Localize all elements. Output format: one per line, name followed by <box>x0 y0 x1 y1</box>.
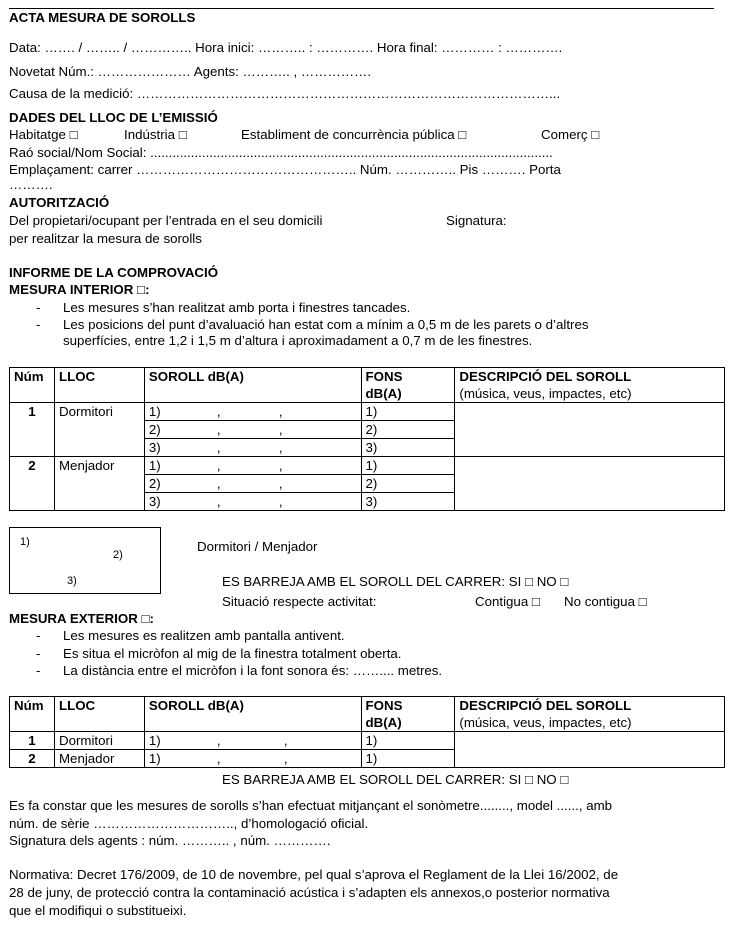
comma: , <box>278 404 283 419</box>
bullet-mark: - <box>36 628 41 643</box>
comma: , <box>216 751 221 766</box>
option-industria: Indústria □ <box>124 127 187 142</box>
option-contigua[interactable]: Contigua □ <box>475 594 540 609</box>
comma: , <box>283 751 288 766</box>
measure-label: 2) <box>148 476 161 491</box>
table-header-row <box>10 697 725 732</box>
header-descripcio <box>455 697 725 732</box>
header-fons-2: dB(A) <box>365 386 402 401</box>
header-lloc: LLOC <box>54 368 144 403</box>
position-3: 3) <box>67 575 77 587</box>
option-habitatge: Habitatge □ <box>9 127 78 142</box>
header-fons-1: FONS <box>365 698 403 713</box>
header-soroll: SOROLL dB(A) <box>144 697 361 732</box>
header-desc-2: (música, veus, impactes, etc) <box>459 386 632 401</box>
table-row <box>10 457 725 475</box>
row-lloc: Menjador <box>54 750 144 768</box>
measure-label: 1) <box>148 404 161 419</box>
option-no-contigua[interactable]: No contigua □ <box>564 594 647 609</box>
measure-label: 3) <box>148 440 161 455</box>
interior-bullet-2: Les posicions del punt d’avaluació han estat com a mínim a 0,5 m de les parets o d’altres <box>63 317 589 332</box>
row-num: 1 <box>10 732 55 750</box>
descripcio-cell[interactable] <box>455 732 725 768</box>
interior-barreja-line: ES BARREJA AMB EL SOROLL DEL CARRER: SI □ NO □ <box>222 574 569 589</box>
top-rule <box>9 8 714 9</box>
bullet-mark: - <box>36 663 41 678</box>
causa-line: Causa de la medició: …………………………………………………………………………………... <box>9 86 561 101</box>
header-num: Núm <box>10 368 55 403</box>
comma: , <box>216 733 221 748</box>
comma: , <box>216 440 221 455</box>
normativa-line-3: que el modifiqui o substitueixi. <box>9 903 187 918</box>
header-desc-2: (música, veus, impactes, etc) <box>459 715 632 730</box>
bullet-mark: - <box>36 317 41 332</box>
fons-cell[interactable]: 3) <box>361 493 455 511</box>
comma: , <box>283 733 288 748</box>
emplacament-line: Emplaçament: carrer ………………………………………….. Núm. ………….. Pis ………. Porta <box>9 162 561 177</box>
table-row <box>10 403 725 421</box>
emplacament-line-cont: ………. <box>9 177 53 192</box>
soroll-cell[interactable] <box>144 493 361 511</box>
normativa-line-2: 28 de juny, de protecció contra la contaminació acústica i s’adapten els annexos,o posterior normativa <box>9 885 610 900</box>
diagram-rooms-label: Dormitori / Menjador <box>197 539 318 554</box>
measure-label: 3) <box>148 494 161 509</box>
fons-cell[interactable]: 3) <box>361 439 455 457</box>
fons-cell[interactable]: 1) <box>361 457 455 475</box>
interior-bullet-1: Les mesures s’han realitzat amb porta i finestres tancades. <box>63 300 411 315</box>
soroll-cell[interactable] <box>144 732 361 750</box>
page-title: ACTA MESURA DE SOROLLS <box>9 10 196 25</box>
header-fons-2: dB(A) <box>365 715 402 730</box>
position-diagram-box[interactable] <box>9 527 161 594</box>
comma: , <box>278 440 283 455</box>
measure-label: 1) <box>148 751 161 766</box>
normativa-line-1: Normativa: Decret 176/2009, de 10 de novembre, pel qual s’aprova el Reglament de la Llei 16/2002, de <box>9 867 619 882</box>
header-desc-1: DESCRIPCIÓ DEL SOROLL <box>459 369 632 384</box>
comma: , <box>278 494 283 509</box>
soroll-cell[interactable] <box>144 403 361 421</box>
autoritzacio-text-1: Del propietari/ocupant per l’entrada en el seu domicili <box>9 213 323 228</box>
position-2: 2) <box>113 549 123 561</box>
mesura-interior-heading: MESURA INTERIOR □: <box>9 282 150 297</box>
comma: , <box>216 494 221 509</box>
serie-line: núm. de sèrie ………………………….., d’homologació oficial. <box>9 816 369 831</box>
comma: , <box>278 422 283 437</box>
measure-label: 2) <box>148 422 161 437</box>
signatura-label: Signatura: <box>446 213 507 228</box>
measure-label: 1) <box>148 458 161 473</box>
header-fons <box>361 368 455 403</box>
date-time-line: Data: ……. / …….. / ………….. Hora inici: ……….. : …………. Hora final: ………… : …………. <box>9 40 563 55</box>
comma: , <box>216 476 221 491</box>
header-descripcio <box>455 368 725 403</box>
row-lloc: Dormitori <box>54 403 144 457</box>
exterior-bullet-3: La distància entre el micròfon i la font sonora és: …….... metres. <box>63 663 443 678</box>
header-fons-1: FONS <box>365 369 403 384</box>
row-num: 1 <box>10 403 55 457</box>
autoritzacio-heading: AUTORITZACIÓ <box>9 195 110 210</box>
rao-social-line: Raó social/Nom Social: ............................................................................................................. <box>9 145 553 160</box>
row-num: 2 <box>10 750 55 768</box>
sonometre-line: Es fa constar que les mesures de sorolls s’han efectuat mitjançant el sonòmetre........, model ......, amb <box>9 798 613 813</box>
bullet-mark: - <box>36 646 41 661</box>
header-soroll: SOROLL dB(A) <box>144 368 361 403</box>
lloc-heading: DADES DEL LLOC DE L’EMISSIÓ <box>9 110 218 125</box>
descripcio-cell[interactable] <box>455 403 725 457</box>
soroll-cell[interactable] <box>144 439 361 457</box>
fons-cell[interactable]: 2) <box>361 475 455 493</box>
soroll-cell[interactable] <box>144 457 361 475</box>
comma: , <box>278 458 283 473</box>
row-lloc: Menjador <box>54 457 144 511</box>
situacio-label: Situació respecte activitat: <box>222 594 377 609</box>
autoritzacio-text-2: per realitzar la mesura de sorolls <box>9 231 202 246</box>
signatura-agents-line: Signatura dels agents : núm. ……….. , núm. …………. <box>9 833 331 848</box>
soroll-cell[interactable] <box>144 750 361 768</box>
header-desc-1: DESCRIPCIÓ DEL SOROLL <box>459 698 632 713</box>
header-lloc: LLOC <box>54 697 144 732</box>
mesura-exterior-heading: MESURA EXTERIOR □: <box>9 611 154 626</box>
interior-measure-table <box>9 367 725 511</box>
informe-heading: INFORME DE LA COMPROVACIÓ <box>9 265 219 280</box>
bullet-mark: - <box>36 300 41 315</box>
soroll-cell[interactable] <box>144 475 361 493</box>
exterior-measure-table <box>9 696 725 768</box>
exterior-bullet-1: Les mesures es realitzen amb pantalla antivent. <box>63 628 345 643</box>
table-header-row <box>10 368 725 403</box>
interior-bullet-2-cont: superfícies, entre 1,2 i 1,5 m d’altura i aproximadament a 0,7 m de les finestres. <box>63 333 533 348</box>
fons-cell[interactable]: 2) <box>361 421 455 439</box>
option-comerc: Comerç □ <box>541 127 600 142</box>
table-row <box>10 732 725 750</box>
exterior-barreja-line: ES BARREJA AMB EL SOROLL DEL CARRER: SI □ NO □ <box>222 772 569 787</box>
option-establiment: Establiment de concurrència pública □ <box>241 127 467 142</box>
header-fons <box>361 697 455 732</box>
novetat-agents-line: Novetat Núm.: ………………… Agents: ……….. , ……………. <box>9 64 372 79</box>
position-1: 1) <box>20 536 30 548</box>
row-lloc: Dormitori <box>54 732 144 750</box>
comma: , <box>278 476 283 491</box>
header-num: Núm <box>10 697 55 732</box>
comma: , <box>216 458 221 473</box>
fons-cell[interactable]: 1) <box>361 403 455 421</box>
exterior-bullet-2: Es situa el micròfon al mig de la finestra totalment oberta. <box>63 646 402 661</box>
comma: , <box>216 404 221 419</box>
descripcio-cell[interactable] <box>455 457 725 511</box>
row-num: 2 <box>10 457 55 511</box>
fons-cell[interactable]: 1) <box>361 750 455 768</box>
fons-cell[interactable]: 1) <box>361 732 455 750</box>
measure-label: 1) <box>148 733 161 748</box>
comma: , <box>216 422 221 437</box>
soroll-cell[interactable] <box>144 421 361 439</box>
